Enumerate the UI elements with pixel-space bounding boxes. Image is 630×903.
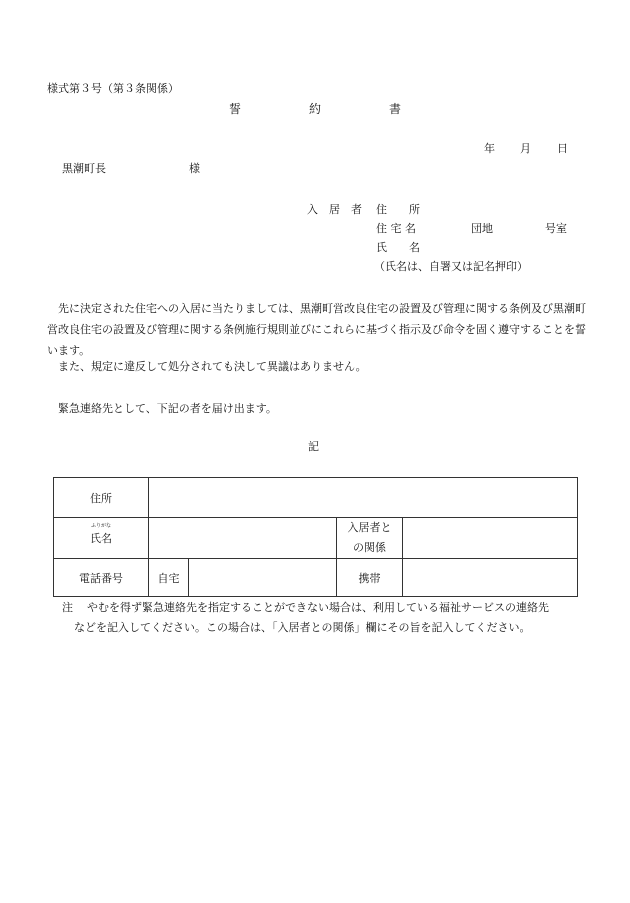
mobile-phone-field[interactable] [403,559,578,597]
addressee-name: 黒潮町長 [62,162,106,175]
room-number-label: 号室 [545,222,567,235]
relation-label-line1: 入居者と [347,521,392,534]
footnote-line-1 [62,598,592,618]
resident-label: 入 居 者 [307,203,362,216]
contact-address-field[interactable] [149,478,578,518]
ki-heading: 記 [308,440,319,453]
signature-note: （氏名は、自署又は記名押印） [374,260,528,273]
form-number: 様式第３号（第３条関係） [47,82,179,95]
danchi-label: 団地 [471,222,493,235]
footnote [62,598,592,638]
home-phone-field[interactable] [189,559,337,597]
contact-name-label-cell [54,518,149,559]
footnote-text-1: やむを得ず緊急連絡先を指定することができない場合は、利用している福祉サービスの連絡先 [87,601,549,614]
housing-name-label: 住 宅 名 [376,222,416,235]
home-phone-label: 自宅 [149,559,189,597]
emergency-contact-intro: 緊急連絡先として、下記の者を届け出ます。 [58,402,277,415]
relation-field[interactable] [403,518,578,559]
footnote-prefix: 注 [62,601,73,614]
mobile-phone-label: 携帯 [337,559,403,597]
name-furigana: ふりがな [90,523,111,529]
contact-name-field[interactable] [149,518,337,559]
relation-label-cell [337,518,403,559]
phone-label: 電話番号 [54,559,149,597]
emergency-contact-table [53,477,578,597]
date-day-label: 日 [557,142,568,155]
tenant-address-label: 住 所 [376,203,420,216]
contact-address-label: 住所 [54,478,149,518]
relation-label-line2: の関係 [353,541,386,554]
contact-name-label: ふりがな 氏名 [90,523,112,545]
oath-paragraph: 先に決定された住宅への入居に当たりましては、黒潮町営改良住宅の設置及び管理に関する条例及び黒潮町営改良住宅の設置及び管理に関する条例施行規則並びにこれらに基づく指示及び命令を固く遵守することを誓います。 [47,302,586,357]
date-year-label: 年 [484,142,495,155]
no-objection-paragraph: また、規定に違反して処分されても決して異議はありません。 [58,360,367,373]
addressee-honorific: 様 [189,162,200,175]
date-month-label: 月 [520,142,531,155]
title-char-2: 約 [309,102,322,116]
title-char-1: 誓 [229,102,242,116]
footnote-line-2: などを記入してください。この場合は、「入居者との関係」欄にその旨を記入してください。 [74,621,531,634]
tenant-name-label: 氏 名 [376,241,420,254]
title-char-3: 書 [389,102,402,116]
